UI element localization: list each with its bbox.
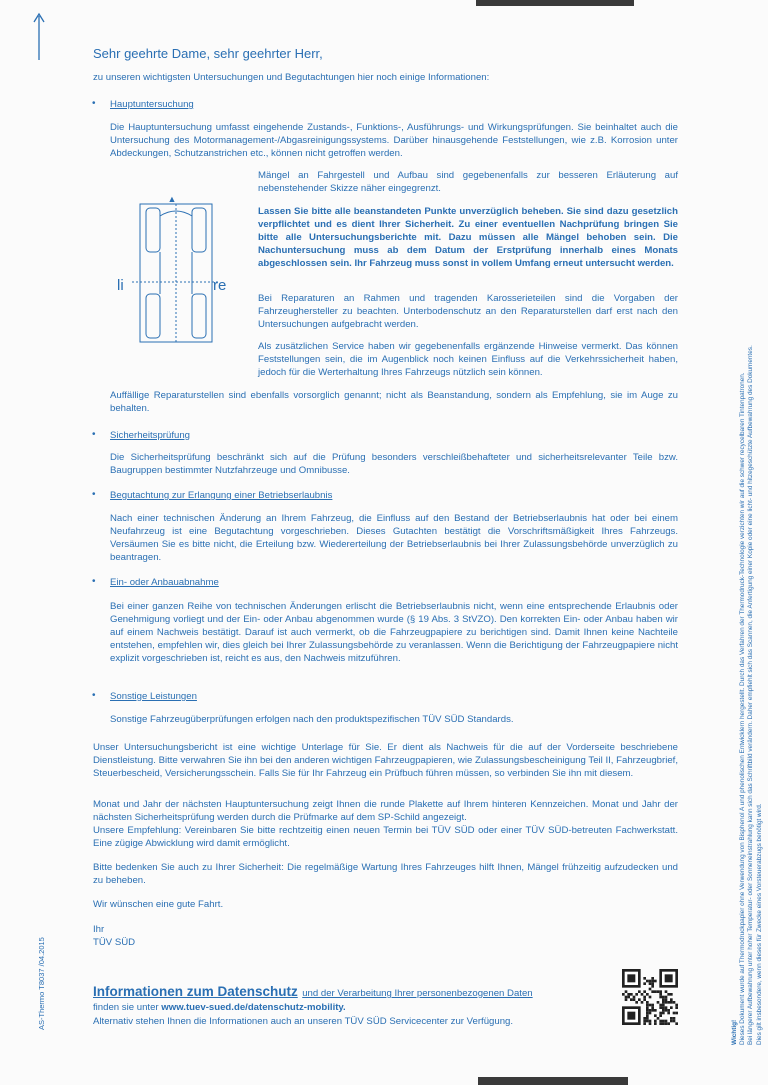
bullet: •	[92, 690, 96, 701]
signature-line-2: TÜV SÜD	[93, 937, 136, 948]
salutation: Sehr geehrte Dame, sehr geehrter Herr,	[93, 46, 323, 61]
qr-code[interactable]	[622, 969, 678, 1025]
privacy-title: Informationen zum Datenschutz	[93, 984, 298, 999]
bullet: •	[92, 429, 96, 440]
hu-paragraph-3: Lassen Sie bitte alle beanstandeten Punkte unverzüglich beheben. Sie sind dazu gesetzlich verpflichtet und es dient Ihrer Sicherheit. Zu einer eventuellen Nachprüfung bringen Sie bitte alle Untersuchungsberichte mit. Dazu müssen alle Mängel behoben sein. Die Nachuntersuchung muss ab dem Datum der Erstprüfung innerhalb eines Monats abgeschlossen sein. Ihr Fahrzeug muss sonst in vollem Umfang erneut untersucht werden.	[258, 206, 678, 269]
section-title-anbauabnahme: Ein- oder Anbauabnahme	[110, 577, 219, 588]
signature-line-1: Ihr	[93, 924, 105, 935]
closing-paragraph-1: Unser Untersuchungsbericht ist eine wichtige Unterlage für Sie. Er dient als Nachweis für die auf der Vorderseite beschriebene Dienstleistung. Bitte verwahren Sie ihn bei den anderen wichtigen Fahrzeugpapieren, wie Zulassungsbescheinigung Teil II, Fahrzeugbrief, Steuerbescheid, Versicherungsschein. Falls Sie für Ihr Fahrzeug ein Prüfbuch führen müssen, so verbinden Sie ihn mit diesem.	[93, 742, 678, 779]
sketch-label-left: li	[117, 277, 124, 294]
side-notice-line-1: Dieses Dokument wurde auf Thermodruckpapier ohne Verwendung von Bisphenol A und phenolischen Entwicklern hergestellt. Durch das Verfahren der Thermodruck-Technologie verzichten wir auf die schwer recycelbaren Tintenpatronen.	[739, 372, 747, 1045]
vehicle-sketch	[112, 192, 236, 358]
privacy-line-2	[93, 1002, 346, 1013]
privacy-prefix: finden sie unter	[93, 1002, 162, 1013]
closing-paragraph-3: Unsere Empfehlung: Vereinbaren Sie bitte rechtzeitig einen neuen Termin bei TÜV SÜD oder einer TÜV SÜD-betreuten Fachwerkstatt. Eine zügige Abwicklung wird damit ermöglicht.	[93, 825, 678, 849]
hu-paragraph-2: Mängel an Fahrgestell und Aufbau sind gegebenenfalls zur besseren Erläuterung auf nebenstehender Skizze näher eingegrenzt.	[258, 170, 678, 194]
sketch-label-right: re	[213, 277, 227, 294]
side-notice-line-2: Bei längerer Aufbewahrung unter hoher Temperatur- oder Sonneneinstrahlung kann sich das Schriftbild verändern. Daher empfiehlt sich das Scannen, die Anfertigung einer Kopie oder eine licht- und hitzegeschützte Aufbewahrung des Dokumentes.	[747, 345, 755, 1045]
closing-paragraph-2: Monat und Jahr der nächsten Hauptuntersuchung zeigt Ihnen die runde Plakette auf Ihrem hinteren Kennzeichen. Monat und Jahr der nächsten Sicherheitsprüfung werden durch die Prüfmarke auf dem SP-Schild angezeigt.	[93, 799, 678, 823]
hu-paragraph-4: Bei Reparaturen an Rahmen und tragenden Karosserieteilen sind die Vorgaben der Fahrzeughersteller zu beachten. Unterbodenschutz an den Reparaturstellen darf erst nach den Untersuchungen aufgebracht werden.	[258, 293, 678, 330]
closing-greeting: Wir wünschen eine gute Fahrt.	[93, 899, 224, 910]
sl-paragraph: Sonstige Fahrzeugüberprüfungen erfolgen nach den produktspezifischen TÜV SÜD Standards.	[110, 714, 514, 725]
section-title-hauptuntersuchung: Hauptuntersuchung	[110, 99, 194, 110]
bullet: •	[92, 576, 96, 587]
bg-paragraph: Nach einer technischen Änderung an Ihrem Fahrzeug, die Einfluss auf den Bestand der Betriebserlaubnis hat oder bei einem Neufahrzeug ist eine Begutachtung vorgeschrieben. Dieses Gutachten bestätigt die Vorschriftsmäßigkeit Ihres Fahrzeugs. Versäumen Sie es bitte nicht, die Erteilung bzw. Wiedererteilung der Betriebserlaubnis bei Ihrer Zulassungsbehörde unverzüglich zu beantragen.	[110, 513, 678, 563]
ea-paragraph: Bei einer ganzen Reihe von technischen Änderungen erlischt die Betriebserlaubnis nicht, wenn eine entsprechende Erlaubnis oder Genehmigung vorliegt und der Ein- oder Anbau abgenommen wurde (§ 19 Abs. 3 StVZO). Den korrekten Ein- oder Anbau haben wir auf einem Nachweis bestätigt. Darauf ist auch vermerkt, ob die Fahrzeugpapiere zu berichtigen sind. Damit Ihnen keine Nachteile entstehen, empfehlen wir, dies gleich bei Ihrer Zulassungsbehörde zu veranlassen. Wenn die Berichtigung der Fahrzeugpapiere nicht explizit vorgeschrieben ist, reicht es aus, den Nachweis mitzuführen.	[110, 601, 678, 664]
form-code: AS-Thermo T8037 /04.2015	[37, 937, 46, 1030]
section-title-begutachtung: Begutachtung zur Erlangung einer Betriebserlaubnis	[110, 490, 333, 501]
side-notice	[731, 105, 764, 1045]
side-notice-heading: Wichtig!	[731, 1019, 738, 1045]
privacy-heading	[93, 983, 533, 1001]
side-notice-line-3: Dies gilt insbesondere, wenn dieses für Zwecke eines Vorsteuerabzugs benötigt wird.	[755, 803, 763, 1045]
hu-paragraph-5: Als zusätzlichen Service haben wir gegebenenfalls ergänzende Hinweise vermerkt. Das können Feststellungen sein, die im Augenblick noch keinen Einfluss auf die Verkehrssicherheit haben, jedoch für die Werterhaltung Ihres Fahrzeugs nützlich sein können.	[258, 341, 678, 378]
hu-paragraph-6: Auffällige Reparaturstellen sind ebenfalls vorsorglich genannt; nicht als Beanstandung, sondern als Empfehlung, sie im Auge zu behalten.	[110, 390, 678, 414]
hu-paragraph-1: Die Hauptuntersuchung umfasst eingehende Zustands-, Funktions-, Ausführungs- und Wirkungsprüfungen. Sie beinhaltet auch die Untersuchung des Motormanagement-/Abgasreinigungssystems. Darüber hinausgehende Feststellungen, wie z.B. Korrosion unter Abdeckungen, Schutzanstrichen etc., können nicht getroffen werden.	[110, 122, 678, 159]
privacy-title-rest: und der Verarbeitung Ihrer personenbezogenen Daten	[302, 988, 533, 999]
bullet: •	[92, 489, 96, 500]
intro: zu unseren wichtigsten Untersuchungen und Begutachtungen hier noch einige Informationen:	[93, 72, 490, 83]
privacy-url-link[interactable]: www.tuev-sued.de/datenschutz-mobility.	[161, 1002, 346, 1013]
closing-paragraph-4: Bitte bedenken Sie auch zu Ihrer Sicherheit: Die regelmäßige Wartung Ihres Fahrzeuges hilft Ihnen, Mängel frühzeitig aufzudecken und zu beheben.	[93, 862, 678, 886]
scan-edge-bottom	[478, 1077, 628, 1085]
scan-edge-top	[476, 0, 634, 6]
section-title-sicherheitspruefung: Sicherheitsprüfung	[110, 430, 190, 441]
privacy-line-3: Alternativ stehen Ihnen die Informationen auch an unseren TÜV SÜD Servicecenter zur Verfügung.	[93, 1016, 514, 1027]
arrow-up-icon	[32, 12, 46, 62]
section-title-sonstige: Sonstige Leistungen	[110, 691, 197, 702]
bullet: •	[92, 98, 96, 109]
sp-paragraph: Die Sicherheitsprüfung beschränkt sich auf die Prüfung besonders verschleißbehafteter und sicherheitsrelevanter Teile bzw. Baugruppen bestimmter Nutzfahrzeuge und Omnibusse.	[110, 452, 678, 476]
svg-text:▲: ▲	[167, 194, 177, 204]
